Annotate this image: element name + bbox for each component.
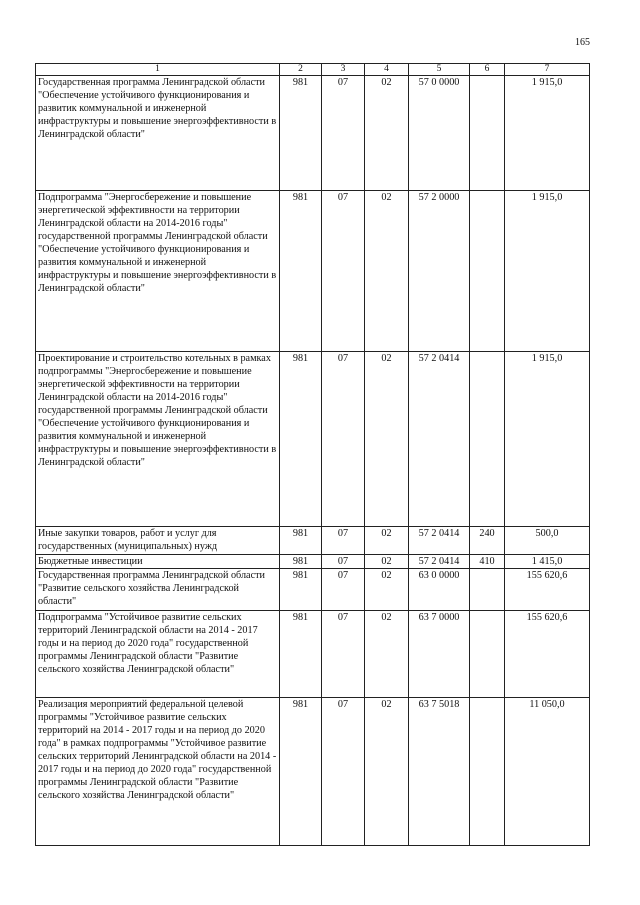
row-name-cell: Государственная программа Ленинградской области "Обеспечение устойчивого функционирования и развитик коммунальной и инженерной инфраструктуры и повышение энергоэффективности в Ленинградской области" [36,76,280,191]
row-name-cell: Иные закупки товаров, работ и услуг для государственных (муниципальных) нужд [36,527,280,555]
table-row [36,352,590,527]
table-row [36,569,590,611]
code-cell: 02 [365,555,409,569]
amount-cell: 500,0 [505,527,590,555]
code-cell: 57 2 0414 [409,555,470,569]
code-cell: 981 [280,569,322,611]
code-cell: 981 [280,76,322,191]
code-cell [470,191,505,352]
table-row [36,611,590,698]
code-cell: 63 7 5018 [409,698,470,846]
amount-cell: 1 915,0 [505,76,590,191]
code-cell: 07 [322,555,365,569]
code-cell: 07 [322,698,365,846]
amount-cell: 155 620,6 [505,611,590,698]
code-cell: 07 [322,352,365,527]
column-header: 3 [322,64,365,76]
table-row [36,698,590,846]
code-cell: 410 [470,555,505,569]
code-cell: 981 [280,555,322,569]
code-cell: 07 [322,527,365,555]
row-name-cell: Бюджетные инвестиции [36,555,280,569]
column-header: 2 [280,64,322,76]
row-name-cell: Реализация мероприятий федеральной целевой программы "Устойчивое развитие сельских территорий на 2014 - 2017 годы и на период до 2020 года" в рамках подпрограммы "Устойчивое развитие сельских территорий Ленинградской области на 2014 - 2017 годы и на период до 2020 года" государственной программы Ленинградской области "Развитие сельского хозяйства Ленинградской области" [36,698,280,846]
column-header: 5 [409,64,470,76]
code-cell: 02 [365,191,409,352]
code-cell [470,76,505,191]
column-header: 6 [470,64,505,76]
code-cell: 981 [280,352,322,527]
code-cell: 240 [470,527,505,555]
code-cell: 63 7 0000 [409,611,470,698]
code-cell: 981 [280,527,322,555]
code-cell: 57 2 0414 [409,352,470,527]
code-cell: 02 [365,352,409,527]
column-header: 4 [365,64,409,76]
code-cell: 57 0 0000 [409,76,470,191]
code-cell: 981 [280,698,322,846]
code-cell: 02 [365,76,409,191]
row-name-cell: Подпрограмма "Устойчивое развитие сельских территорий Ленинградской области на 2014 - 2017 годы и на период до 2020 года" государственной программы Ленинградской области "Развитие сельского хозяйства Ленинградской области" [36,611,280,698]
row-name-cell: Подпрограмма "Энергосбережение и повышение энергетической эффективности на территории Ленинградской области на 2014-2016 годы" государственной программы Ленинградской области "Обеспечение устойчивого функционирования и развития коммунальной и инженерной инфраструктуры и повышение энергоэффективности в Ленинградской области" [36,191,280,352]
code-cell: 07 [322,191,365,352]
code-cell: 02 [365,569,409,611]
amount-cell: 1 415,0 [505,555,590,569]
code-cell [470,352,505,527]
code-cell: 07 [322,569,365,611]
code-cell: 57 2 0414 [409,527,470,555]
column-header: 7 [505,64,590,76]
amount-cell: 155 620,6 [505,569,590,611]
code-cell: 02 [365,527,409,555]
code-cell [470,611,505,698]
page-number: 165 [575,37,590,48]
amount-cell: 11 050,0 [505,698,590,846]
budget-table [35,63,590,846]
code-cell: 63 0 0000 [409,569,470,611]
table-row [36,191,590,352]
code-cell: 07 [322,76,365,191]
code-cell: 981 [280,611,322,698]
table-row [36,555,590,569]
code-cell: 02 [365,698,409,846]
table-row [36,76,590,191]
code-cell: 57 2 0000 [409,191,470,352]
row-name-cell: Проектирование и строительство котельных в рамках подпрограммы "Энергосбережение и повышение энергетической эффективности на территории Ленинградской области на 2014-2016 годы" государственной программы Ленинградской области "Обеспечение устойчивого функционирования и развития коммунальной и инженерной инфраструктуры и повышение энергоэффективности в Ленинградской области" [36,352,280,527]
amount-cell: 1 915,0 [505,352,590,527]
code-cell: 981 [280,191,322,352]
column-header: 1 [36,64,280,76]
header-row [36,64,590,76]
row-name-cell: Государственная программа Ленинградской области "Развитие сельского хозяйства Ленинградской области" [36,569,280,611]
code-cell: 02 [365,611,409,698]
code-cell: 07 [322,611,365,698]
code-cell [470,569,505,611]
amount-cell: 1 915,0 [505,191,590,352]
table-row [36,527,590,555]
code-cell [470,698,505,846]
